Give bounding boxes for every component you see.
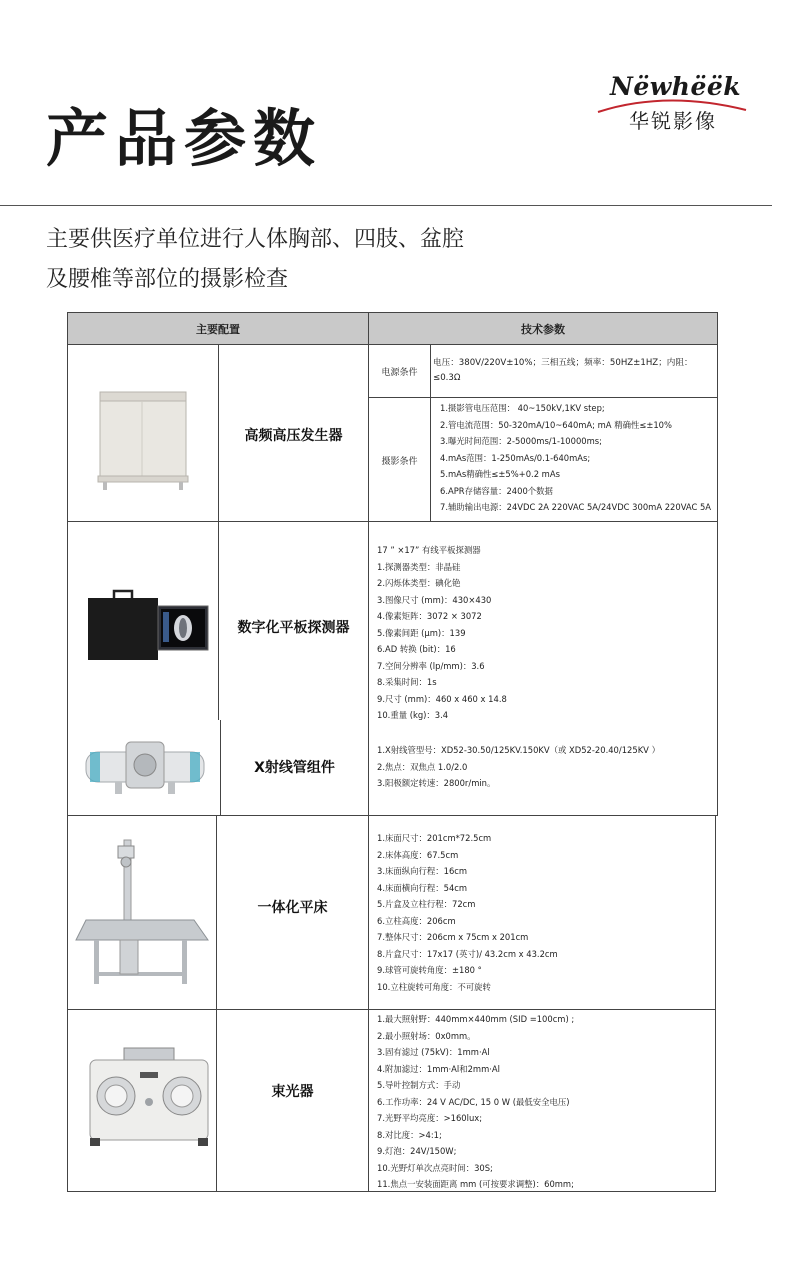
spec-item: 7.整体尺寸：206cm x 75cm x 201cm [377, 932, 529, 942]
spec-item: 9.球管可旋转角度：±180 ° [377, 965, 482, 975]
brand-logo [596, 68, 756, 133]
spec-item: 8.片盒尺寸：17x17 (英寸)/ 43.2cm x 43.2cm [377, 948, 558, 959]
spec-item: 10.光野灯单次点亮时间：30S; [377, 1162, 493, 1173]
spec-item: 3.曝光时间范围：2-5000ms/1-10000ms; [440, 436, 602, 446]
table-unit-specs [377, 830, 707, 995]
spec-item: 3.阳极额定转速：2800r/min。 [377, 778, 496, 788]
spec-item: 1.床面尺寸：201cm*72.5cm [377, 833, 492, 843]
collimator-specs [377, 1011, 707, 1193]
detector-specs [377, 542, 697, 724]
table-unit-image [72, 832, 212, 992]
spec-item: 3.图像尺寸 (mm)：430×430 [377, 594, 492, 605]
detector-name: 数字化平板探测器 [237, 620, 350, 636]
brand-chinese-text: 华锐影像 [629, 109, 717, 133]
table-unit-name: 一体化平床 [257, 900, 328, 916]
power-label: 电源条件 [381, 367, 418, 378]
spec-item: 10.重量 (kg)：3.4 [377, 710, 449, 720]
tube-name: X射线管组件 [254, 760, 335, 776]
spec-item: 17 ” ×17” 有线平板探测器 [377, 545, 481, 555]
spec-item: 4.附加滤过：1mm·Al和2mm·Al [377, 1063, 500, 1074]
spec-item: 4.像素矩阵：3072 × 3072 [377, 611, 482, 621]
spec-item: 8.对比度：>4:1; [377, 1129, 442, 1140]
spec-item: 2.管电流范围：50-320mA/10~640mA; mA 精确性≤±10% [440, 419, 672, 430]
spec-item: 1.最大照射野：440mm×440mm (SID =100cm) ; [377, 1014, 575, 1024]
spec-item: 7.辅助输出电源：24VDC 2A 220VAC 5A/24VDC 300mA 220VAC 5A [440, 502, 712, 512]
spec-item: 3.固有滤过 (75kV)：1mm·Al [377, 1047, 490, 1057]
spec-item: 2.最小照射场：0x0mm。 [377, 1030, 476, 1041]
spec-item: 2.闪烁体类型：碘化铯 [377, 578, 461, 588]
description-line-2: 及腰椎等部位的摄影检查 [46, 267, 289, 292]
spec-item: 5.导叶控制方式：手动 [377, 1080, 461, 1090]
power-text: 电压：380V/220V±10%；三相五线；频率：50HZ±1HZ；内阻：≤0.3Ω [433, 358, 693, 383]
spec-item: 8.采集时间：1s [377, 677, 437, 687]
tube-specs [377, 742, 707, 792]
collimator-name: 束光器 [271, 1084, 314, 1100]
header-config: 主要配置 [67, 312, 369, 345]
page-title: 产品参数 [46, 102, 323, 175]
spec-item: 4.mAs范围：1-250mAs/0.1-640mAs; [440, 452, 591, 463]
spec-item: 10.立柱旋转可角度：不可旋转 [377, 981, 491, 992]
generator-cabinet-image [94, 388, 192, 494]
spec-item: 2.床体高度：67.5cm [377, 849, 459, 860]
description-line-1: 主要供医疗单位进行人体胸部、四肢、盆腔 [46, 227, 465, 252]
spec-item: 5.片盒及立柱行程：72cm [377, 899, 476, 909]
spec-item: 1.X射线管型号：XD52-30.50/125KV.150KV（或 XD52-20.40/125KV ） [377, 745, 660, 755]
xray-tube-image [82, 738, 208, 796]
title-divider [0, 205, 772, 206]
spec-item: 6.工作功率：24 V AC/DC, 15 0 W (最低安全电压) [377, 1096, 570, 1107]
spec-item: 7.空间分辨率 (lp/mm)：3.6 [377, 660, 485, 671]
generator-name: 高频高压发生器 [244, 428, 343, 444]
spec-item: 7.光野平均亮度：>160lux; [377, 1113, 483, 1123]
spec-item: 6.立柱高度：206cm [377, 915, 456, 926]
header-specs: 技术参数 [368, 312, 718, 345]
detector-image [86, 588, 212, 664]
spec-item: 1.摄影管电压范围： 40~150kV,1KV step; [440, 403, 605, 413]
spec-item: 11.焦点一安装面距离 mm (可按要求调整)：60mm; [377, 1179, 574, 1189]
brand-latin-text: Nëwhëëk [610, 72, 742, 101]
spec-item: 6.APR存储容量：2400个数据 [440, 485, 553, 496]
spec-item: 3.床面纵向行程：16cm [377, 866, 468, 876]
spec-item: 9.灯泡：24V/150W; [377, 1146, 457, 1156]
generator-specs [440, 400, 716, 516]
collimator-image [86, 1046, 212, 1148]
spec-item: 2.焦点：双焦点 1.0/2.0 [377, 761, 468, 772]
description [46, 220, 464, 300]
spec-item: 5.像素间距 (μm)：139 [377, 627, 466, 638]
spec-item: 9.尺寸 (mm)：460 x 460 x 14.8 [377, 693, 507, 704]
spec-item: 6.AD 转换 (bit)：16 [377, 644, 456, 654]
spec-item: 5.mAs精确性≤±5%+0.2 mAs [440, 469, 560, 479]
spec-item: 4.床面横向行程：54cm [377, 882, 468, 893]
spec-item: 1.探测器类型：非晶硅 [377, 561, 461, 572]
shoot-label: 摄影条件 [381, 456, 418, 467]
